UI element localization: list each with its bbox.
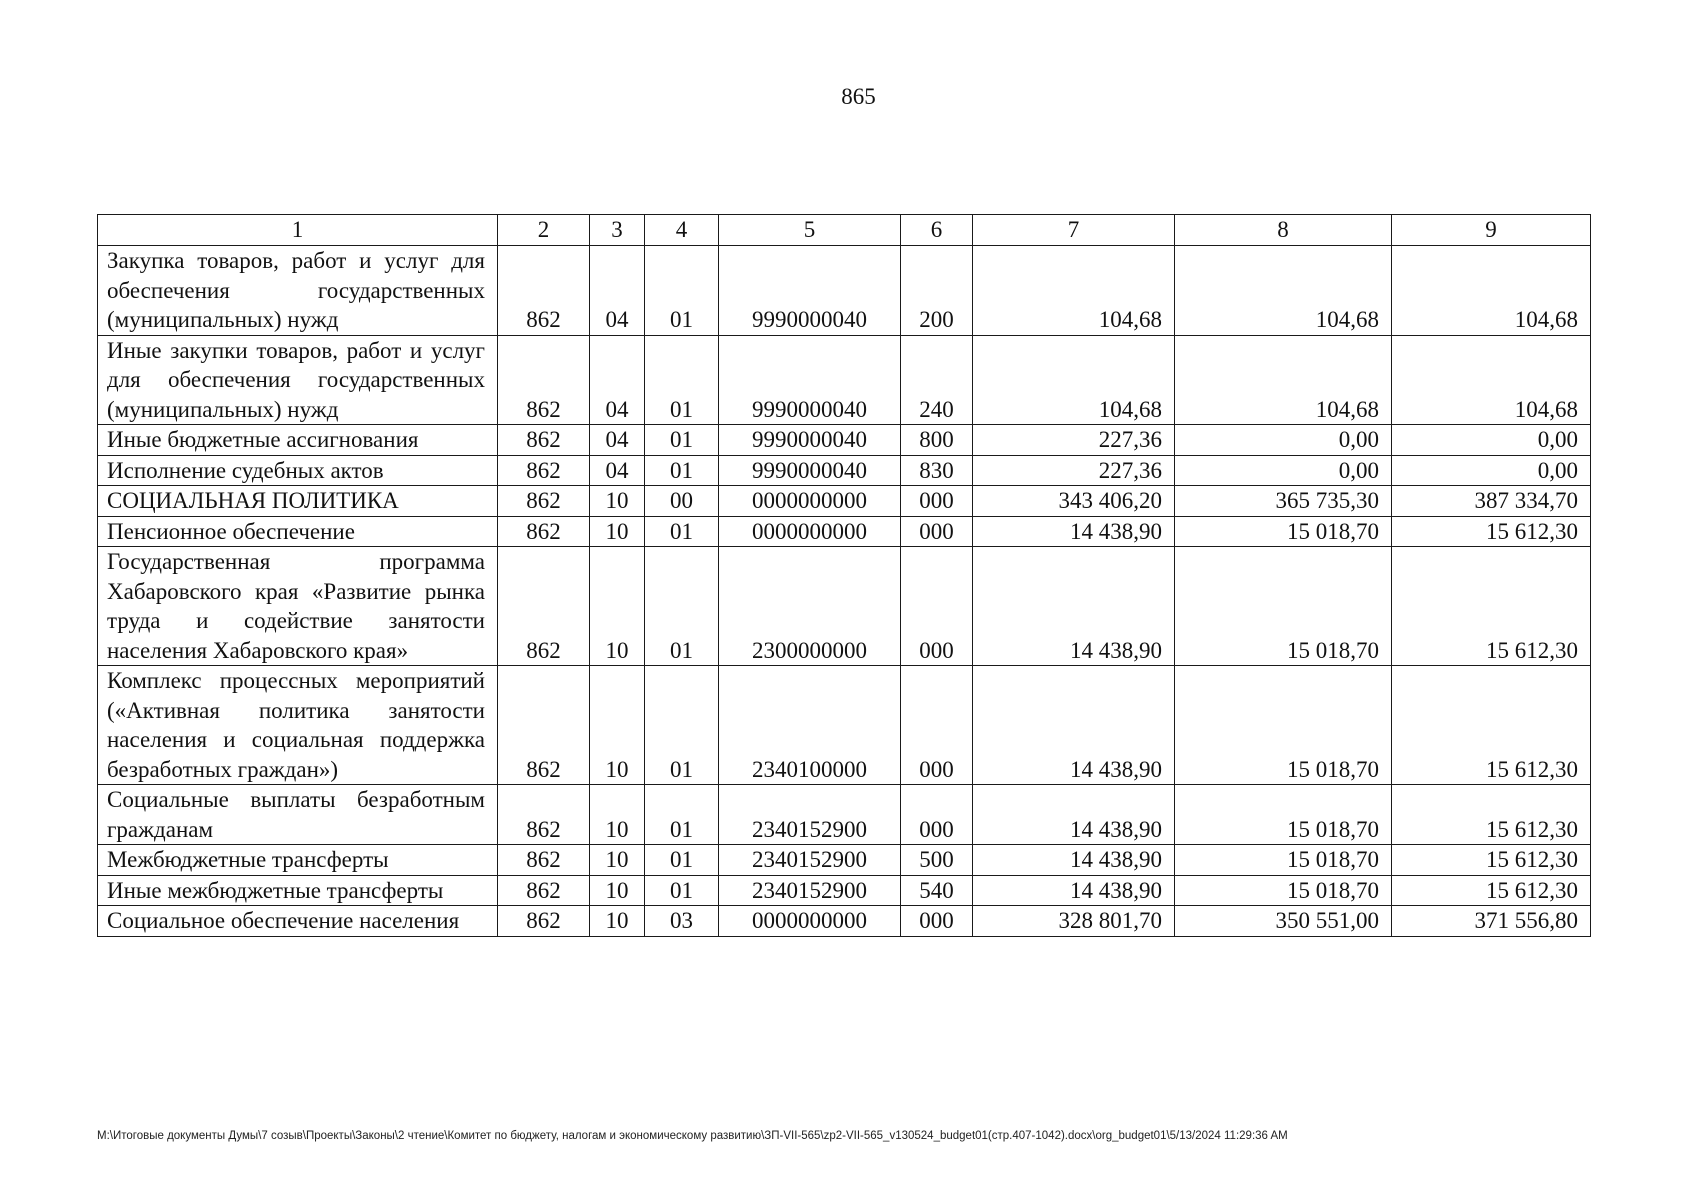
row-amount-col8-cell: 0,00	[1175, 425, 1392, 456]
row-code-cell: 862	[498, 906, 590, 937]
row-expense-type-cell: 000	[901, 785, 973, 845]
row-amount-col8-cell: 350 551,00	[1175, 906, 1392, 937]
row-amount-col7-cell: 227,36	[973, 455, 1175, 486]
row-subsection-cell: 00	[645, 486, 719, 517]
row-expense-type-cell: 800	[901, 425, 973, 456]
row-amount-col7-cell: 14 438,90	[973, 785, 1175, 845]
row-target-article-cell: 9990000040	[719, 246, 901, 336]
row-section-cell: 04	[590, 335, 645, 425]
row-section-cell: 04	[590, 425, 645, 456]
header-cell-9: 9	[1392, 215, 1591, 246]
row-section-cell: 10	[590, 547, 645, 666]
row-amount-col8-cell: 104,68	[1175, 246, 1392, 336]
row-name-cell: Исполнение судебных актов	[98, 455, 498, 486]
table-row	[98, 516, 1591, 547]
row-subsection-cell: 01	[645, 845, 719, 876]
row-target-article-cell: 0000000000	[719, 516, 901, 547]
row-name-cell: Государственная программа Хабаровского края «Развитие рынка труда и содействие занятости населения Хабаровского края»	[98, 547, 498, 666]
row-code-cell: 862	[498, 547, 590, 666]
row-name-cell: Социальные выплаты безработным гражданам	[98, 785, 498, 845]
row-amount-col9-cell: 15 612,30	[1392, 547, 1591, 666]
row-subsection-cell: 03	[645, 906, 719, 937]
row-expense-type-cell: 240	[901, 335, 973, 425]
header-cell-4: 4	[645, 215, 719, 246]
table-row	[98, 246, 1591, 336]
row-amount-col9-cell: 0,00	[1392, 455, 1591, 486]
table-row	[98, 906, 1591, 937]
row-expense-type-cell: 000	[901, 516, 973, 547]
row-name-cell: Иные бюджетные ассигнования	[98, 425, 498, 456]
row-target-article-cell: 2340152900	[719, 875, 901, 906]
row-code-cell: 862	[498, 246, 590, 336]
row-target-article-cell: 2340152900	[719, 785, 901, 845]
row-section-cell: 04	[590, 246, 645, 336]
row-amount-col8-cell: 15 018,70	[1175, 666, 1392, 785]
row-amount-col7-cell: 14 438,90	[973, 666, 1175, 785]
table-row	[98, 875, 1591, 906]
row-code-cell: 862	[498, 425, 590, 456]
row-target-article-cell: 0000000000	[719, 486, 901, 517]
header-cell-6: 6	[901, 215, 973, 246]
header-cell-1: 1	[98, 215, 498, 246]
row-code-cell: 862	[498, 875, 590, 906]
table-row	[98, 335, 1591, 425]
row-code-cell: 862	[498, 845, 590, 876]
row-target-article-cell: 9990000040	[719, 335, 901, 425]
row-subsection-cell: 01	[645, 455, 719, 486]
row-subsection-cell: 01	[645, 666, 719, 785]
row-name-cell: Межбюджетные трансферты	[98, 845, 498, 876]
row-code-cell: 862	[498, 666, 590, 785]
row-amount-col9-cell: 15 612,30	[1392, 516, 1591, 547]
row-expense-type-cell: 500	[901, 845, 973, 876]
row-section-cell: 10	[590, 666, 645, 785]
row-amount-col7-cell: 14 438,90	[973, 845, 1175, 876]
row-code-cell: 862	[498, 516, 590, 547]
row-amount-col7-cell: 14 438,90	[973, 516, 1175, 547]
table-row	[98, 666, 1591, 785]
row-amount-col7-cell: 104,68	[973, 335, 1175, 425]
row-amount-col9-cell: 0,00	[1392, 425, 1591, 456]
row-expense-type-cell: 540	[901, 875, 973, 906]
footer-file-path: M:\Итоговые документы Думы\7 созыв\Проекты\Законы\2 чтение\Комитет по бюджету, налогам и экономическому развитию\ЗП-VII-565\zp2-VII-565_v130524_budget01(стр.407-1042).docx\org_budget01\5/13/2024 11:29:36 AM	[97, 1130, 1288, 1142]
header-row	[98, 215, 1591, 246]
row-section-cell: 10	[590, 845, 645, 876]
row-section-cell: 10	[590, 785, 645, 845]
row-expense-type-cell: 000	[901, 486, 973, 517]
row-code-cell: 862	[498, 335, 590, 425]
row-target-article-cell: 2340100000	[719, 666, 901, 785]
row-section-cell: 04	[590, 455, 645, 486]
budget-table	[97, 214, 1591, 937]
row-name-cell: Комплекс процессных мероприятий («Активная политика занятости населения и социальная поддержка безработных граждан»)	[98, 666, 498, 785]
row-expense-type-cell: 000	[901, 547, 973, 666]
row-amount-col8-cell: 15 018,70	[1175, 785, 1392, 845]
row-section-cell: 10	[590, 875, 645, 906]
row-subsection-cell: 01	[645, 547, 719, 666]
header-cell-3: 3	[590, 215, 645, 246]
row-expense-type-cell: 830	[901, 455, 973, 486]
row-section-cell: 10	[590, 486, 645, 517]
row-amount-col7-cell: 343 406,20	[973, 486, 1175, 517]
header-cell-5: 5	[719, 215, 901, 246]
row-amount-col7-cell: 227,36	[973, 425, 1175, 456]
row-subsection-cell: 01	[645, 875, 719, 906]
row-name-cell: Социальное обеспечение населения	[98, 906, 498, 937]
header-cell-7: 7	[973, 215, 1175, 246]
row-section-cell: 10	[590, 516, 645, 547]
row-target-article-cell: 9990000040	[719, 425, 901, 456]
row-amount-col9-cell: 15 612,30	[1392, 666, 1591, 785]
table-row	[98, 455, 1591, 486]
table-row	[98, 425, 1591, 456]
row-name-cell: СОЦИАЛЬНАЯ ПОЛИТИКА	[98, 486, 498, 517]
row-code-cell: 862	[498, 455, 590, 486]
row-amount-col9-cell: 104,68	[1392, 246, 1591, 336]
row-amount-col8-cell: 365 735,30	[1175, 486, 1392, 517]
page-number: 865	[841, 84, 876, 109]
row-expense-type-cell: 000	[901, 666, 973, 785]
table-row	[98, 845, 1591, 876]
row-section-cell: 10	[590, 906, 645, 937]
table-row	[98, 785, 1591, 845]
row-target-article-cell: 2300000000	[719, 547, 901, 666]
row-name-cell: Иные межбюджетные трансферты	[98, 875, 498, 906]
row-amount-col9-cell: 15 612,30	[1392, 785, 1591, 845]
row-amount-col8-cell: 15 018,70	[1175, 547, 1392, 666]
row-amount-col9-cell: 15 612,30	[1392, 845, 1591, 876]
row-subsection-cell: 01	[645, 516, 719, 547]
row-expense-type-cell: 200	[901, 246, 973, 336]
row-name-cell: Закупка товаров, работ и услуг для обеспечения государственных (муниципальных) нужд	[98, 246, 498, 336]
row-target-article-cell: 9990000040	[719, 455, 901, 486]
row-amount-col7-cell: 14 438,90	[973, 547, 1175, 666]
row-amount-col8-cell: 15 018,70	[1175, 845, 1392, 876]
header-cell-8: 8	[1175, 215, 1392, 246]
header-cell-2: 2	[498, 215, 590, 246]
row-amount-col8-cell: 15 018,70	[1175, 516, 1392, 547]
row-amount-col8-cell: 15 018,70	[1175, 875, 1392, 906]
table-row	[98, 486, 1591, 517]
table-body	[98, 215, 1591, 937]
table-row	[98, 547, 1591, 666]
row-amount-col9-cell: 104,68	[1392, 335, 1591, 425]
row-name-cell: Пенсионное обеспечение	[98, 516, 498, 547]
row-name-cell: Иные закупки товаров, работ и услуг для обеспечения государственных (муниципальных) нужд	[98, 335, 498, 425]
row-amount-col9-cell: 15 612,30	[1392, 875, 1591, 906]
row-amount-col9-cell: 387 334,70	[1392, 486, 1591, 517]
row-amount-col7-cell: 14 438,90	[973, 875, 1175, 906]
row-code-cell: 862	[498, 486, 590, 517]
row-subsection-cell: 01	[645, 246, 719, 336]
row-subsection-cell: 01	[645, 425, 719, 456]
row-target-article-cell: 2340152900	[719, 845, 901, 876]
row-amount-col8-cell: 104,68	[1175, 335, 1392, 425]
row-subsection-cell: 01	[645, 785, 719, 845]
row-target-article-cell: 0000000000	[719, 906, 901, 937]
row-amount-col7-cell: 328 801,70	[973, 906, 1175, 937]
row-amount-col7-cell: 104,68	[973, 246, 1175, 336]
row-code-cell: 862	[498, 785, 590, 845]
row-amount-col8-cell: 0,00	[1175, 455, 1392, 486]
row-expense-type-cell: 000	[901, 906, 973, 937]
row-subsection-cell: 01	[645, 335, 719, 425]
row-amount-col9-cell: 371 556,80	[1392, 906, 1591, 937]
